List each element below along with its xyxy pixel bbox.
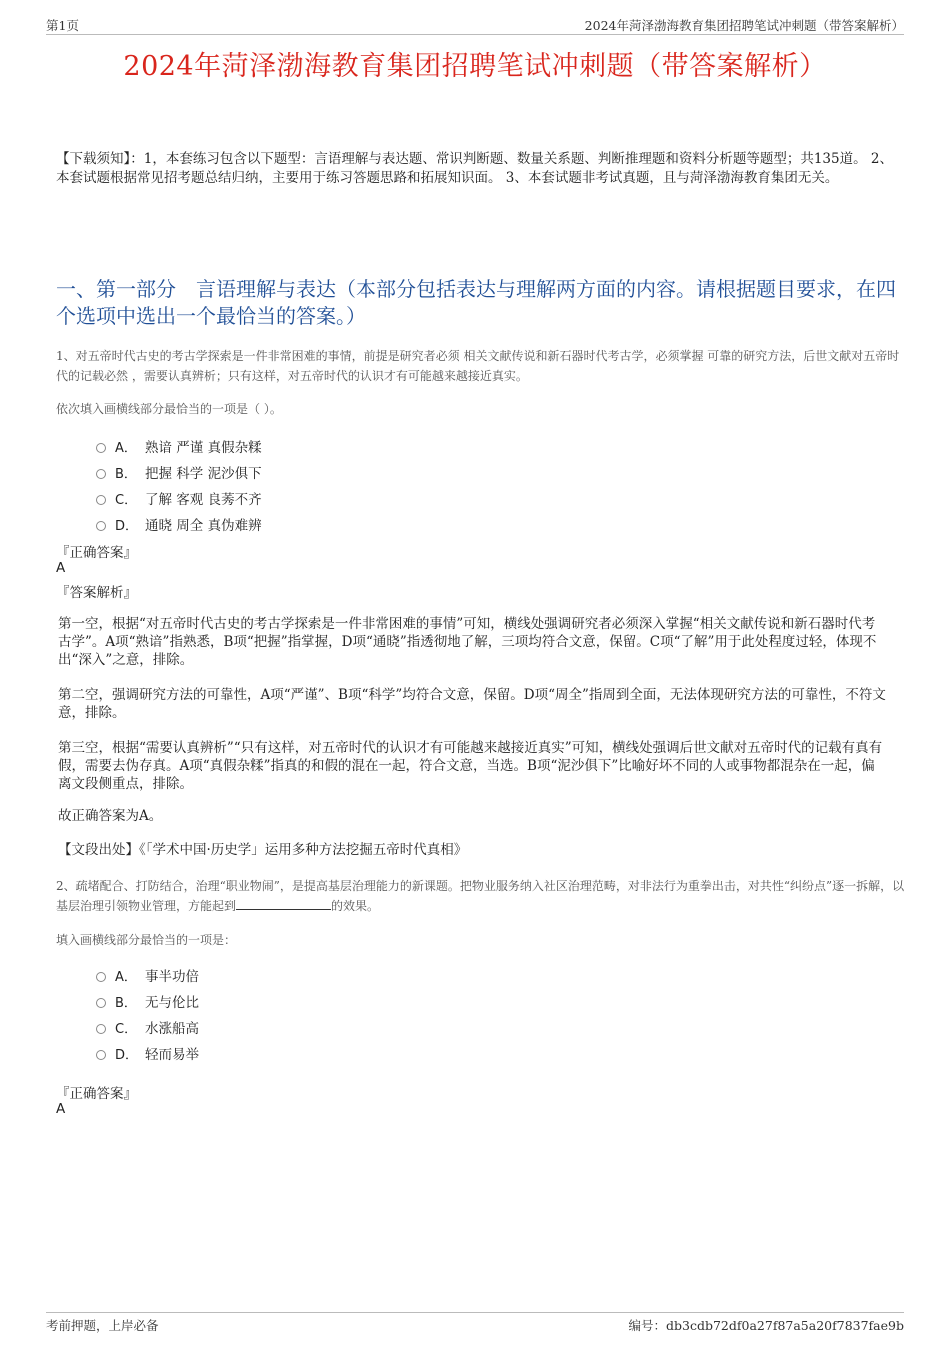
radio-icon[interactable]	[96, 972, 106, 982]
analysis-paragraph-2: 第二空，强调研究方法的可靠性，A项“严谨”、B项“科学”均符合文意，保留。D项“周全”指周到全面，无法体现研究方法的可靠性，不符文意，排除。	[58, 687, 886, 721]
header-doc-title: 2024年菏泽渤海教育集团招聘笔试冲刺题（带答案解析）	[584, 18, 904, 33]
radio-icon[interactable]	[96, 469, 106, 479]
option-d[interactable]: D． 轻而易举	[96, 1040, 199, 1066]
answer-label: 『正确答案』	[56, 1086, 137, 1102]
radio-icon[interactable]	[96, 495, 106, 505]
document-title: 2024年菏泽渤海教育集团招聘笔试冲刺题（带答案解析）	[123, 51, 827, 82]
radio-icon[interactable]	[96, 443, 106, 453]
fill-blank	[236, 897, 331, 910]
radio-icon[interactable]	[96, 1050, 106, 1060]
footer-slogan: 考前押题，上岸必备	[46, 1318, 159, 1333]
option-d[interactable]: D． 通晓 周全 真伪难辨	[96, 511, 262, 537]
question-2-text: 2、疏堵配合、打防结合，治理“职业物闹”，是提高基层治理能力的新课题。把物业服务纳入社区治理范畴，对非法行为重拳出击，对共性“纠纷点”逐一拆解，以基层治理引领物业管理，方能起到 的效果。	[56, 879, 905, 913]
question-1-instruction: 依次填入画横线部分最恰当的一项是（ ）。	[56, 402, 282, 416]
question-2-instruction: 填入画横线部分最恰当的一项是：	[56, 933, 237, 947]
option-a[interactable]: A． 熟谙 严谨 真假杂糅	[96, 433, 262, 459]
page-number: 第1页	[46, 18, 79, 33]
option-b[interactable]: B． 无与伦比	[96, 988, 199, 1014]
page-header	[46, 14, 904, 35]
footer-doc-id: 编号：db3cdb72df0a27f87a5a20f7837fae9b	[628, 1318, 904, 1333]
radio-icon[interactable]	[96, 998, 106, 1008]
source-citation: 【文段出处】《「学术中国·历史学」运用多种方法挖掘五帝时代真相》	[58, 842, 468, 858]
question-1-options	[96, 433, 262, 537]
analysis-conclusion: 故正确答案为A。	[58, 808, 163, 824]
analysis-label: 『答案解析』	[56, 585, 137, 601]
answer-label: 『正确答案』	[56, 545, 137, 561]
option-c[interactable]: C． 水涨船高	[96, 1014, 199, 1040]
page-footer	[46, 1312, 904, 1333]
radio-icon[interactable]	[96, 521, 106, 531]
radio-icon[interactable]	[96, 1024, 106, 1034]
option-c[interactable]: C． 了解 客观 良莠不齐	[96, 485, 262, 511]
option-a[interactable]: A． 事半功倍	[96, 962, 199, 988]
question-1-text: 1、对五帝时代古史的考古学探索是一件非常困难的事情，前提是研究者必须 相关文献传说和新石器时代考古学，必须掌握 可靠的研究方法，后世文献对五帝时代的记载必然 ，需要认真辨析；只有这样，对五帝时代的认识才有可能越来越接近真实。	[56, 349, 900, 383]
download-notice: 【下载须知】：1，本套练习包含以下题型：言语理解与表达题、常识判断题、数量关系题、判断推理题和资料分析题等题型；共135道。 2、本套试题根据常见招考题总结归纳，主要用于练习答题思路和拓展知识面。 3、本套试题非考试真题，且与菏泽渤海教育集团无关。	[56, 151, 893, 186]
option-b[interactable]: B． 把握 科学 泥沙俱下	[96, 459, 262, 485]
analysis-paragraph-1: 第一空，根据“对五帝时代古史的考古学探索是一件非常困难的事情”可知，横线处强调研究者必须深入掌握“相关文献传说和新石器时代考古学”。A项“熟谙”指熟悉，B项“把握”指掌握，D项“通晓”指透彻地了解，三项均符合文意，保留。C项“了解”用于此处程度过轻，体现不出“深入”之意，排除。	[58, 616, 877, 668]
answer-value: A	[56, 1101, 66, 1117]
answer-value: A	[56, 560, 66, 576]
analysis-paragraph-3: 第三空，根据“需要认真辨析”“只有这样，对五帝时代的认识才有可能越来越接近真实”可知，横线处强调后世文献对五帝时代的记载有真有假，需要去伪存真。A项“真假杂糅”指真的和假的混在一起，符合文意，当选。B项“泥沙俱下”比喻好坏不同的人或事物都混杂在一起，偏离文段侧重点，排除。	[58, 740, 883, 792]
section-title: 一、第一部分 言语理解与表达（本部分包括表达与理解两方面的内容。请根据题目要求，在四个选项中选出一个最恰当的答案。）	[56, 277, 896, 328]
question-2-options	[96, 962, 199, 1066]
